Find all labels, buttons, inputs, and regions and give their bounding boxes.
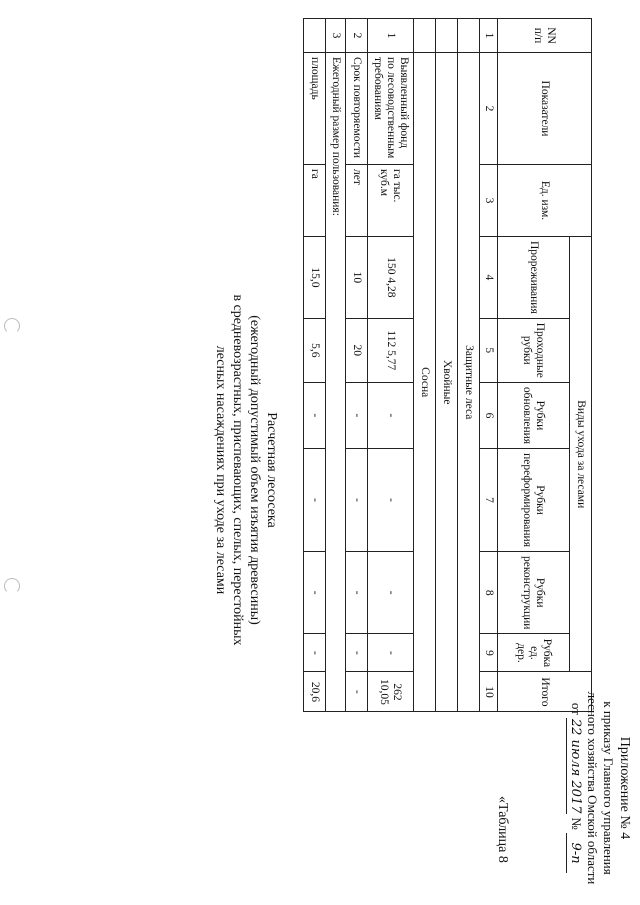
col-header-passage: Проходные рубки bbox=[498, 318, 570, 382]
row-unit: га тыс. куб.м bbox=[368, 165, 414, 237]
cell-thinning: 10 bbox=[346, 237, 368, 319]
handwritten-date: 22 июля 2017 bbox=[568, 718, 583, 814]
section-conifers: Хвойные bbox=[436, 53, 458, 712]
col-header-total: Итого bbox=[498, 672, 592, 712]
col-number: 3 bbox=[480, 165, 498, 237]
col-number: 8 bbox=[480, 552, 498, 634]
col-number: 10 bbox=[480, 672, 498, 712]
cell-thinning: 15,0 bbox=[304, 237, 326, 319]
table-row bbox=[368, 19, 414, 712]
binder-hole-mark bbox=[4, 318, 20, 334]
row-unit: га bbox=[304, 165, 326, 237]
allowable-cut-table bbox=[303, 18, 592, 712]
cell-single: - bbox=[368, 634, 414, 672]
col-header-nn: NN п/п bbox=[498, 19, 592, 53]
cell-total: 20,6 bbox=[304, 672, 326, 712]
table-number: «Таблица 8 bbox=[495, 796, 510, 863]
col-header-unit: Ед. изм. bbox=[498, 165, 592, 237]
cell-passage: 112 5,77 bbox=[368, 318, 414, 382]
table-row bbox=[304, 19, 326, 712]
col-header-renewal: Рубки обновления bbox=[498, 382, 570, 448]
col-header-reform: Рубки переформирования bbox=[498, 449, 570, 552]
col-header-single: Рубка ед. дер. bbox=[498, 634, 570, 672]
appendix-number: Приложение № 4 bbox=[617, 736, 632, 840]
cell-renewal: - bbox=[368, 382, 414, 448]
row-unit: лет bbox=[346, 165, 368, 237]
row-nn: 1 bbox=[368, 19, 414, 53]
handwritten-number: 9-п bbox=[566, 833, 583, 873]
date-line: от 22 июля 2017 № 9-п bbox=[566, 688, 584, 888]
col-number: 1 bbox=[480, 19, 498, 53]
cell-reform: - bbox=[368, 449, 414, 552]
cell-total: 262 10,05 bbox=[368, 672, 414, 712]
cell-reform: - bbox=[346, 449, 368, 552]
row-annual-use-heading: Ежегодный размер пользования: bbox=[326, 53, 346, 712]
section-protective-forests: Защитные леса bbox=[458, 53, 480, 712]
title-line-1: Расчетная лесосека bbox=[264, 412, 279, 528]
col-number: 9 bbox=[480, 634, 498, 672]
document-title bbox=[212, 260, 280, 680]
cell-renewal: - bbox=[346, 382, 368, 448]
section-pine: Сосна bbox=[414, 53, 436, 712]
cell-renewal: - bbox=[304, 382, 326, 448]
row-nn: 3 bbox=[326, 19, 346, 53]
cell-total: - bbox=[346, 672, 368, 712]
binder-hole-mark bbox=[4, 578, 20, 594]
col-header-recon: Рубки реконструкции bbox=[498, 552, 570, 634]
col-header-thinning: Прореживания bbox=[498, 237, 570, 319]
cell-thinning: 150 4,28 bbox=[368, 237, 414, 319]
row-nn: 2 bbox=[346, 19, 368, 53]
row-indicator: площадь bbox=[304, 53, 326, 165]
col-number: 2 bbox=[480, 53, 498, 165]
table-row bbox=[326, 19, 346, 712]
order-line: к приказу Главного управления bbox=[601, 701, 616, 875]
col-number: 4 bbox=[480, 237, 498, 319]
cell-passage: 20 bbox=[346, 318, 368, 382]
col-header-indicators: Показатели bbox=[498, 53, 592, 165]
cell-passage: 5,6 bbox=[304, 318, 326, 382]
table-row bbox=[346, 19, 368, 712]
cell-single: - bbox=[304, 634, 326, 672]
cell-recon: - bbox=[368, 552, 414, 634]
row-indicator: Срок повторяемости bbox=[346, 53, 368, 165]
title-line-4: лесных насаждениях при уходе за лесами bbox=[213, 345, 228, 595]
row-indicator: Выявленный фонд по лесоводственным требованиям bbox=[368, 53, 414, 165]
cell-recon: - bbox=[304, 552, 326, 634]
col-number: 5 bbox=[480, 318, 498, 382]
cell-recon: - bbox=[346, 552, 368, 634]
cell-reform: - bbox=[304, 449, 326, 552]
cell-single: - bbox=[346, 634, 368, 672]
col-number: 7 bbox=[480, 449, 498, 552]
col-number: 6 bbox=[480, 382, 498, 448]
title-line-2: (ежегодный допустимый объем изъятия древесины) bbox=[247, 315, 262, 625]
title-line-3: в средневозрастных, приспевающих, спелых, перестойных bbox=[230, 294, 245, 646]
agency-line: лесного хозяйства Омской области bbox=[585, 691, 600, 885]
col-header-care-types: Виды ухода за лесами bbox=[570, 237, 592, 672]
